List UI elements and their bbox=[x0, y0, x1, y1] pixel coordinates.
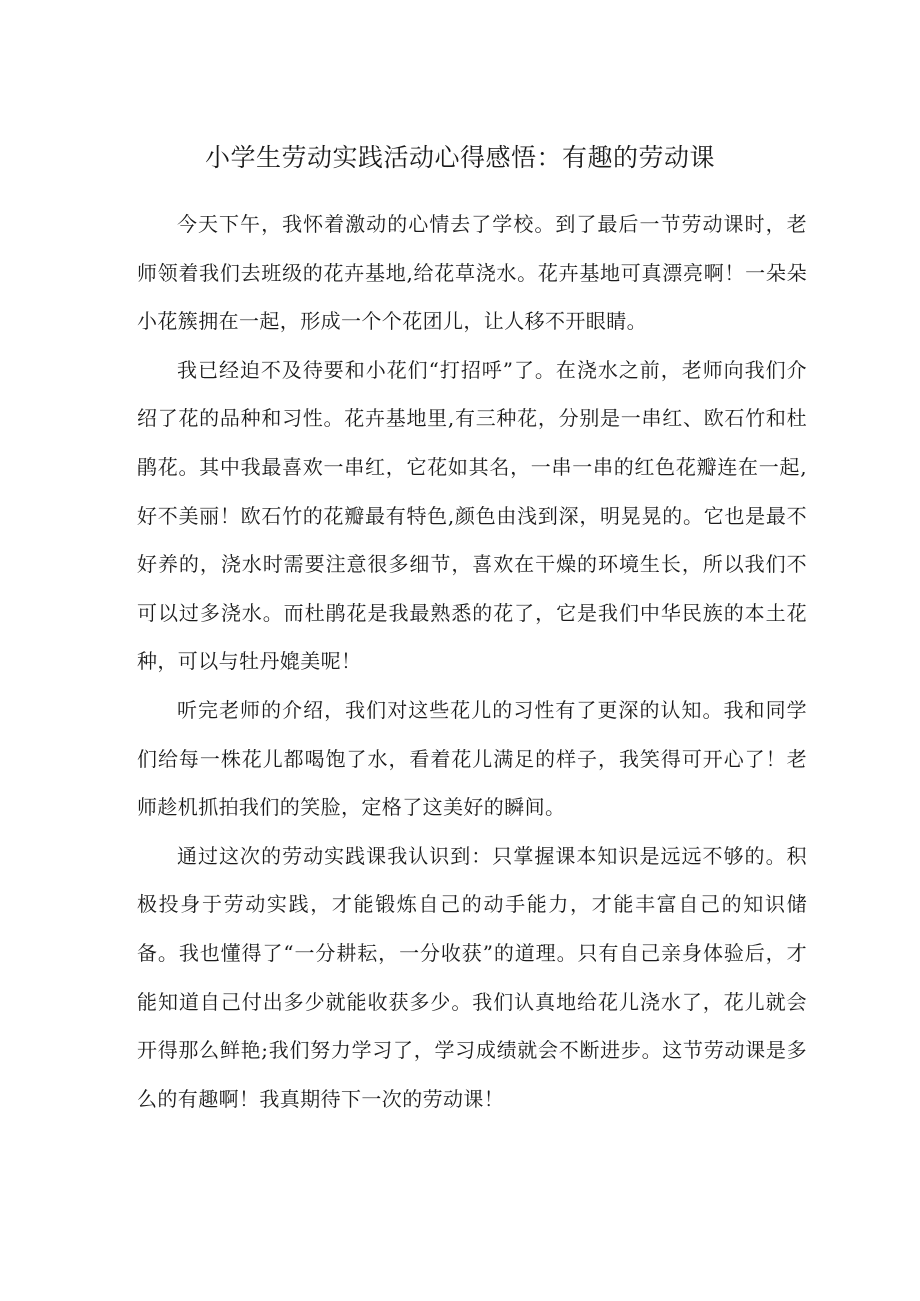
document-body bbox=[137, 200, 807, 1123]
paragraph-2: 我已经迫不及待要和小花们“打招呼”了。在浇水之前，老师向我们介绍了花的品种和习性。花卉基地里,有三种花，分别是一串红、欧石竹和杜鹃花。其中我最喜欢一串红，它花如其名，一串一串的红色花瓣连在一起,好不美丽！欧石竹的花瓣最有特色,颜色由浅到深，明晃晃的。它也是最不好养的，浇水时需要注意很多细节，喜欢在干燥的环境生长，所以我们不可以过多浇水。而杜鹃花是我最熟悉的花了，它是我们中华民族的本土花种，可以与牡丹媲美呢！ bbox=[137, 357, 807, 674]
paragraph-1: 今天下午，我怀着激动的心情去了学校。到了最后一节劳动课时，老师领着我们去班级的花卉基地,给花草浇水。花卉基地可真漂亮啊！一朵朵小花簇拥在一起，形成一个个花团儿，让人移不开眼睛。 bbox=[137, 212, 807, 334]
paragraph-3: 听完老师的介绍，我们对这些花儿的习性有了更深的认知。我和同学们给每一株花儿都喝饱了水，看着花儿满足的样子，我笑得可开心了！老师趁机抓拍我们的笑脸，定格了这美好的瞬间。 bbox=[137, 697, 807, 820]
document-title: 小学生劳动实践活动心得感悟：有趣的劳动课 bbox=[204, 143, 715, 172]
paragraph-4: 通过这次的劳动实践课我认识到：只掌握课本知识是远远不够的。积极投身于劳动实践，才能锻炼自己的动手能力，才能丰富自己的知识储备。我也懂得了“一分耕耘，一分收获”的道理。只有自己亲身体验后，才能知道自己付出多少就能收获多少。我们认真地给花儿浇水了，花儿就会开得那么鲜艳;我们努力学习了，学习成绩就会不断进步。这节劳动课是多么的有趣啊！我真期待下一次的劳动课！ bbox=[137, 843, 807, 1111]
